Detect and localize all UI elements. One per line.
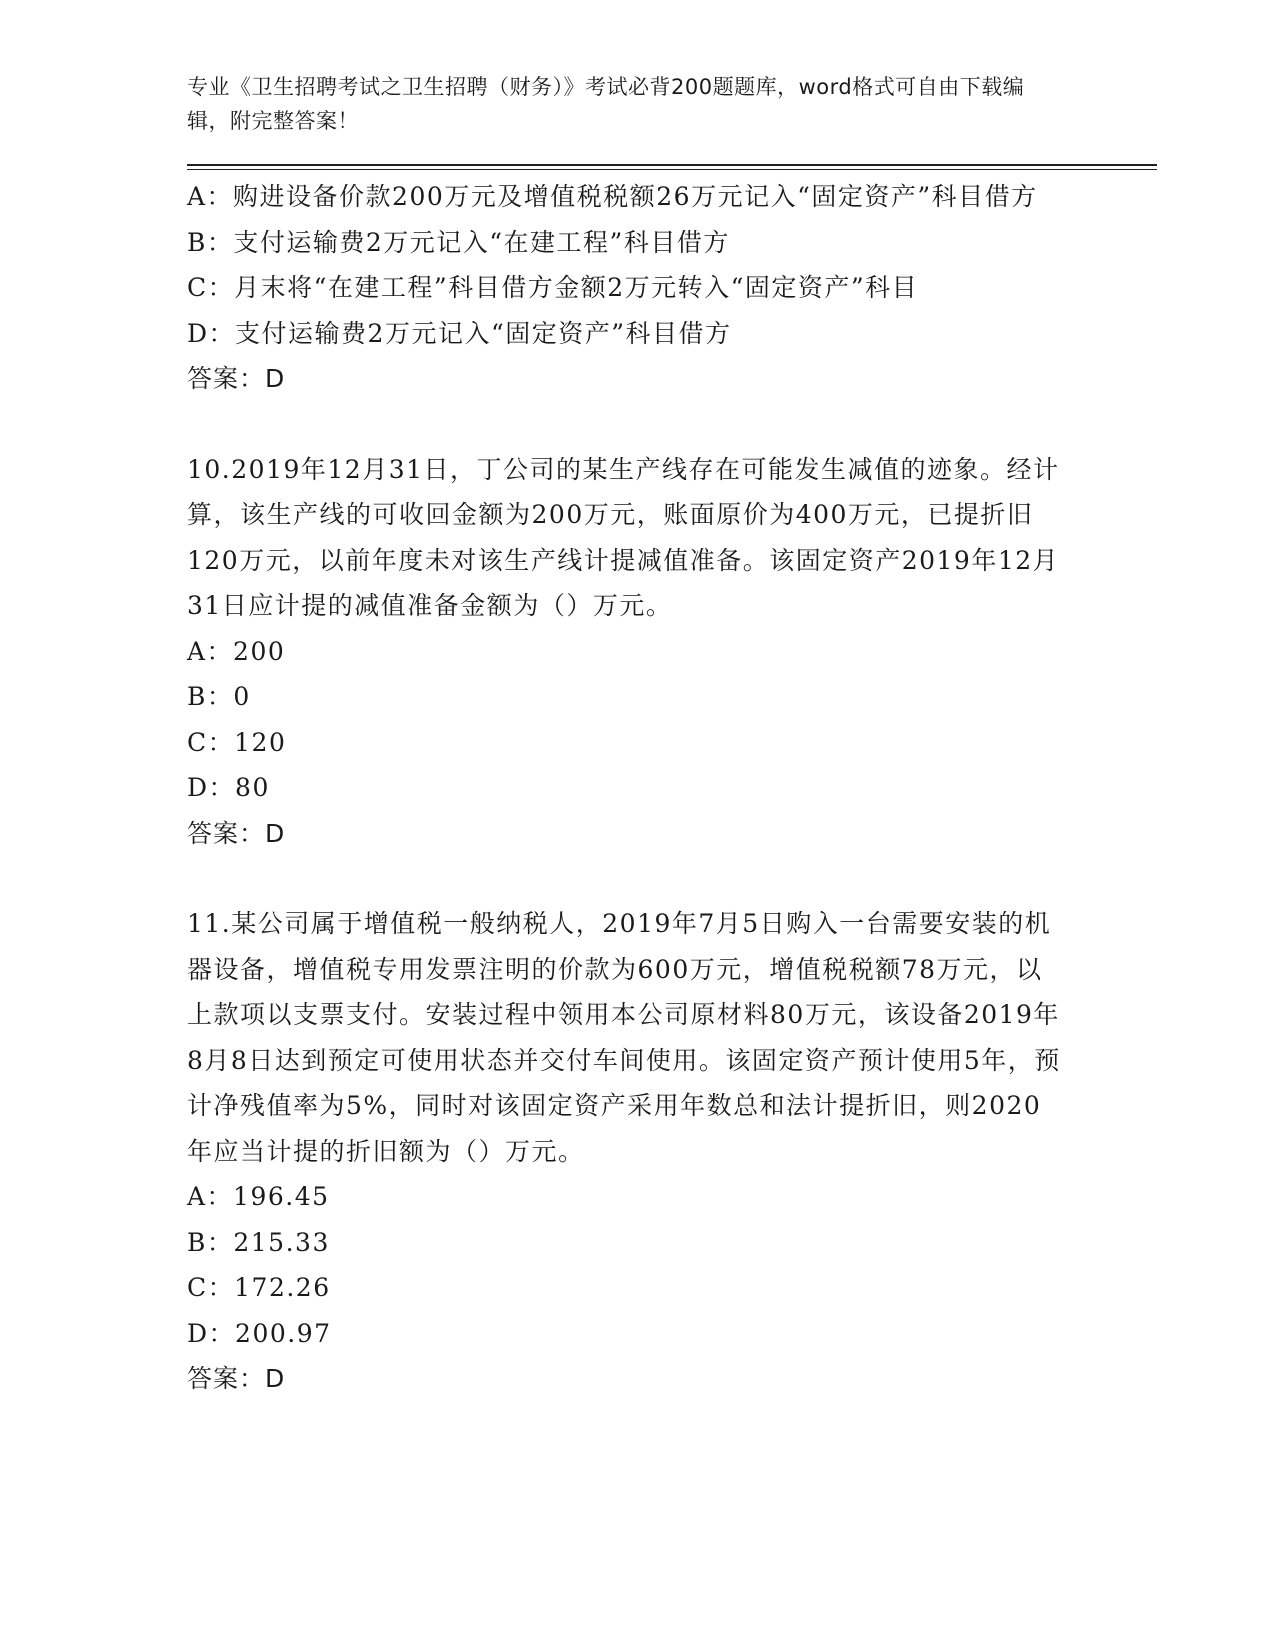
question-11 (187, 901, 1067, 1402)
answer-line: 答案：D (187, 818, 286, 848)
question-content (187, 174, 1067, 1402)
document-header-title: 专业《卫生招聘考试之卫生招聘（财务）》考试必背200题题库，word格式可自由下载编辑，附完整答案！ (187, 75, 1025, 133)
option-a: A：200 (187, 636, 286, 666)
option-c: C：月末将“在建工程”科目借方金额2万元转入“固定资产”科目 (187, 273, 919, 302)
header-divider (187, 164, 1157, 170)
question-9-tail (187, 174, 1067, 402)
question-stem: 10.2019年12月31日，丁公司的某生产线存在可能发生减值的迹象。经计算，该生产线的可收回金额为200万元，账面原价为400万元，已提折旧120万元，以前年度未对该生产线计提减值准备。该固定资产2019年12月31日应计提的减值准备金额为（）万元。 (187, 454, 1060, 620)
option-b: B：支付运输费2万元记入“在建工程”科目借方 (187, 227, 730, 257)
answer-line: 答案：D (187, 364, 286, 393)
option-d: D：80 (187, 773, 270, 802)
question-stem: 11.某公司属于增值税一般纳税人，2019年7月5日购入一台需要安装的机器设备，增值税专用发票注明的价款为600万元，增值税税额78万元，以上款项以支票支付。安装过程中领用本公司原材料80万元，该设备2019年8月8日达到预定可使用状态并交付车间使用。该固定资产预计使用5年，预计净残值率为5%，同时对该固定资产采用年数总和法计提折旧，则2020年应当计提的折旧额为（）万元。 (187, 909, 1061, 1166)
option-d: D：支付运输费2万元记入“固定资产”科目借方 (187, 318, 732, 348)
option-d: D：200.97 (187, 1318, 332, 1348)
option-a: A：196.45 (187, 1182, 330, 1211)
option-c: C：172.26 (187, 1273, 331, 1302)
option-b: B：215.33 (187, 1227, 330, 1257)
answer-line: 答案：D (187, 1364, 286, 1393)
question-10 (187, 447, 1067, 857)
option-a: A：购进设备价款200万元及增值税税额26万元记入“固定资产”科目借方 (187, 182, 1038, 211)
option-c: C：120 (187, 727, 287, 757)
document-page (187, 70, 1157, 1402)
option-b: B：0 (187, 682, 251, 711)
